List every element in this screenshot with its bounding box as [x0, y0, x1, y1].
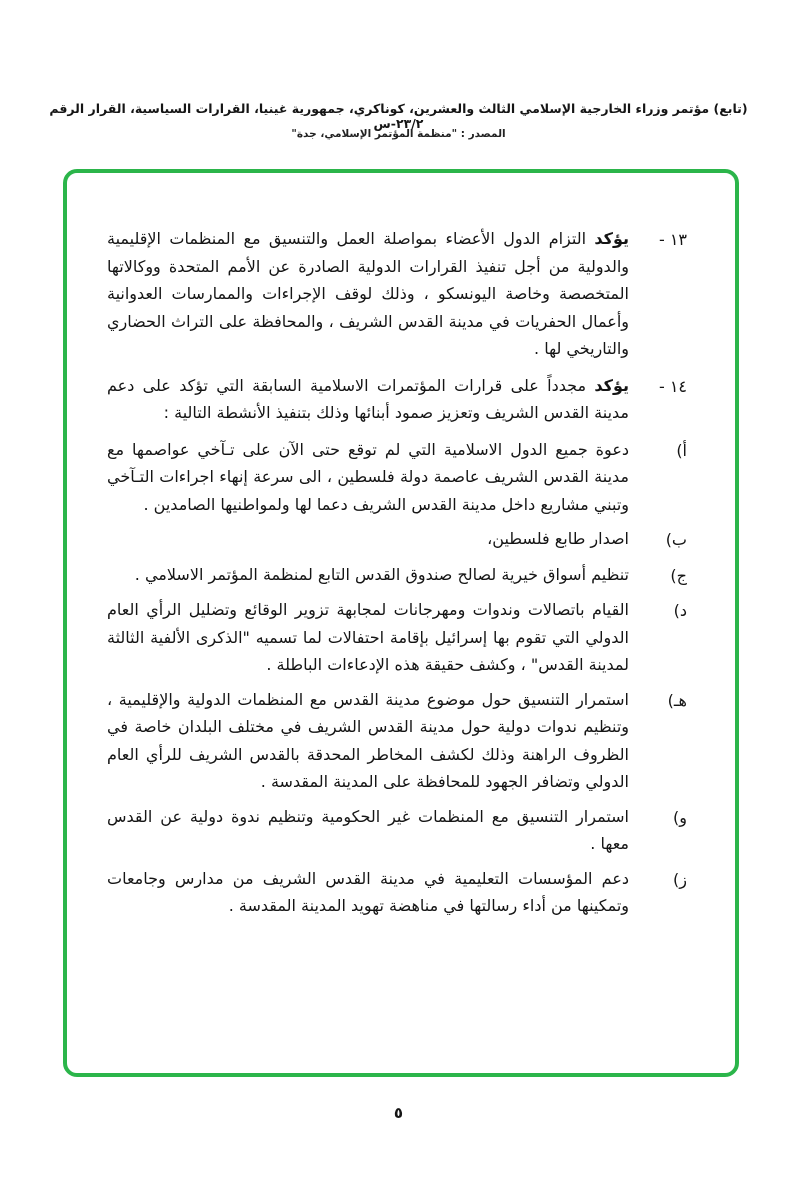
subitem-text: دعم المؤسسات التعليمية في مدينة القدس الشريف من مدارس وجامعات وتمكينها من أداء رسالتها في مناهضة تهويد المدينة المقدسة . [107, 868, 629, 916]
resolution-number: ١٣ - [658, 230, 687, 249]
subitem-letter: و) [673, 807, 687, 827]
resolution-item-14 [107, 372, 687, 427]
document-body [67, 173, 735, 920]
document-header: (تابع) مؤتمر وزراء الخارجية الإسلامي الثالث والعشرين، كوناكري، جمهورية غينيا، القرارات السياسية، القرار الرقم ٢٣/٢-س [49, 101, 748, 131]
subitem-z [107, 865, 687, 920]
subitem-a [107, 436, 687, 519]
subitem-letter: ج) [670, 565, 687, 585]
subitem-h [107, 686, 687, 796]
subitem-text: تنظيم أسواق خيرية لصالح صندوق القدس التابع لمنظمة المؤتمر الاسلامي . [134, 564, 629, 584]
subitem-text: استمرار التنسيق مع المنظمات غير الحكومية وتنظيم ندوة دولية عن القدس معها . [107, 806, 629, 854]
subitem-letter: أ) [676, 440, 687, 460]
subitem-text: القيام باتصالات وندوات ومهرجانات لمجابهة تزوير الوقائع وتضليل الرأي العام الدولي التي تقوم بها إسرائيل بإقامة احتفالات لما تسميه "الذكرى الألفية الثالثة لمدينة القدس" ، وكشف حقيقة هذه الإدعاءات الباطلة . [107, 600, 629, 675]
resolution-lead-word: يؤكد [594, 229, 630, 248]
subitem-text: دعوة جميع الدول الاسلامية التي لم توقع حتى الآن على تـآخي عواصمها مع مدينة القدس الشريف عاصمة دولة فلسطين ، الى سرعة إنهاء اجراءات التـآخي وتبني مشاريع داخل مدينة القدس الشريف دعما لها ولمواطنيها الصامدين . [107, 439, 629, 514]
subitem-letter: د) [673, 601, 687, 621]
resolution-text [107, 372, 629, 427]
resolution-text [107, 225, 629, 363]
subitem-b [107, 525, 687, 554]
subitem-letter: ب) [665, 530, 687, 550]
document-source-line: المصدر : "منظمة المؤتمر الإسلامي، جدة" [291, 128, 506, 140]
resolution-number: ١٤ - [658, 376, 687, 396]
subitem-j [107, 561, 687, 590]
resolution-lead-word: يؤكد [594, 375, 629, 395]
page-number: ٥ [393, 1104, 404, 1122]
green-border-box [63, 169, 739, 1077]
subitem-text: اصدار طابع فلسطين، [487, 529, 629, 549]
resolution-body-text: التزام الدول الأعضاء بمواصلة العمل والتنسيق مع المنظمات الإقليمية والدولية من أجل تنفيذ القرارات الدولية الصادرة عن الأمم المتحدة ووكالاتها المتخصصة وخاصة اليونسكو ، وذلك لوقف الإجراءات والممارسات العدوانية وأعمال الحفريات في مدينة القدس الشريف ، والمحافظة على التراث الحضاري والتاريخي لها . [107, 229, 629, 359]
subitem-d [107, 596, 687, 679]
subitem-text: استمرار التنسيق حول موضوع مدينة القدس مع المنظمات الدولية والإقليمية ، وتنظيم ندوات دولية حول مدينة القدس الشريف في مختلف البلدان خاصة في الظروف الراهنة وذلك لكشف المخاطر المحدقة بالقدس الشريف للرأي العام الدولي وتضافر الجهود للمحافظة على المدينة المقدسة . [107, 689, 629, 792]
subitem-letter: هـ) [667, 690, 687, 710]
subitem-letter: ز) [673, 869, 687, 889]
resolution-item-13 [107, 225, 687, 363]
subitem-w [107, 803, 687, 858]
resolution-body-text: مجدداً على قرارات المؤتمرات الاسلامية السابقة التي تؤكد على دعم مدينة القدس الشريف وتعزيز صمود أبنائها وذلك بتنفيذ الأنشطة التالية : [107, 375, 629, 423]
